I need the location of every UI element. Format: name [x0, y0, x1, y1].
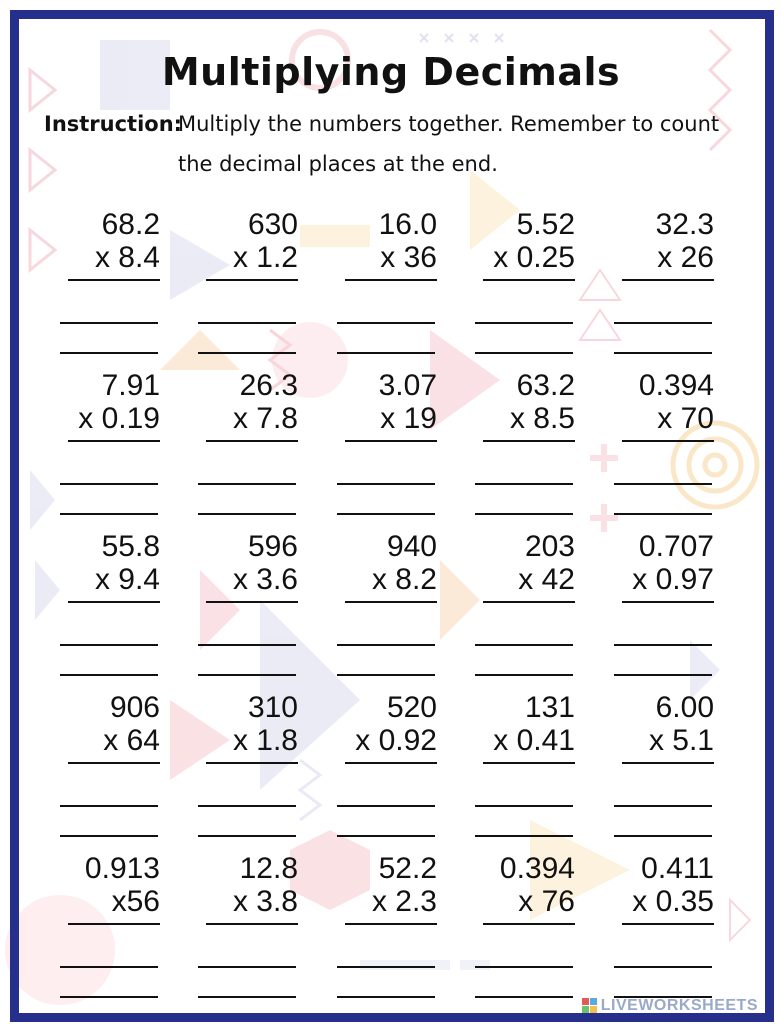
answer-line[interactable]	[198, 322, 296, 324]
multiplicand: 32.3	[655, 208, 714, 241]
product-rule	[622, 279, 714, 281]
answer-line[interactable]	[60, 513, 158, 515]
multiplicand: 68.2	[101, 208, 160, 241]
product-rule	[483, 601, 575, 603]
multiplier: x 36	[380, 241, 437, 274]
answer-line[interactable]	[60, 966, 158, 968]
multiplier: x 7.8	[232, 402, 298, 435]
product-rule	[206, 601, 298, 603]
answer-line[interactable]	[198, 352, 296, 354]
problem-item	[60, 853, 160, 1003]
multiplicand: 0.707	[638, 530, 714, 563]
answer-line[interactable]	[60, 483, 158, 485]
product-rule	[206, 762, 298, 764]
answer-line[interactable]	[60, 644, 158, 646]
multiplier: x56	[111, 885, 160, 918]
product-rule	[345, 762, 437, 764]
liveworksheets-logo-icon	[582, 998, 598, 1014]
multiplicand: 63.2	[516, 369, 575, 402]
multiplicand: 596	[247, 530, 298, 563]
multiplicand: 3.07	[378, 369, 437, 402]
multiplier: x 0.92	[355, 724, 437, 757]
multiplicand: 940	[386, 530, 437, 563]
answer-line[interactable]	[614, 322, 712, 324]
multiplicand: 6.00	[655, 691, 714, 724]
product-rule	[68, 923, 160, 925]
problem-item	[198, 692, 298, 842]
multiplier: x 1.2	[232, 241, 298, 274]
problem-item	[614, 209, 714, 359]
multiplier: x 0.97	[632, 563, 714, 596]
product-rule	[206, 440, 298, 442]
multiplicand: 5.52	[516, 208, 575, 241]
problem-item	[337, 853, 437, 1003]
problem-item	[475, 370, 575, 520]
multiplier: x 64	[103, 724, 160, 757]
answer-line[interactable]	[614, 835, 712, 837]
answer-line[interactable]	[475, 513, 573, 515]
multiplicand: 7.91	[101, 369, 160, 402]
multiplier: x 70	[657, 402, 714, 435]
answer-line[interactable]	[475, 483, 573, 485]
answer-line[interactable]	[60, 996, 158, 998]
multiplicand: 0.411	[641, 852, 714, 885]
multiplicand: 0.913	[84, 852, 160, 885]
answer-line[interactable]	[614, 352, 712, 354]
product-rule	[483, 923, 575, 925]
multiplicand: 630	[247, 208, 298, 241]
multiplier: x 5.1	[648, 724, 714, 757]
product-rule	[622, 601, 714, 603]
product-rule	[483, 279, 575, 281]
problem-item	[475, 209, 575, 359]
product-rule	[622, 923, 714, 925]
multiplier: x 8.4	[94, 241, 160, 274]
product-rule	[206, 279, 298, 281]
answer-line[interactable]	[337, 674, 435, 676]
multiplier: x 9.4	[94, 563, 160, 596]
multiplier: x 3.8	[232, 885, 298, 918]
multiplier: x 0.19	[78, 402, 160, 435]
answer-line[interactable]	[60, 805, 158, 807]
answer-line[interactable]	[337, 835, 435, 837]
problem-item	[337, 692, 437, 842]
multiplicand: 26.3	[239, 369, 298, 402]
answer-line[interactable]	[475, 674, 573, 676]
problem-item	[614, 531, 714, 681]
problem-item	[60, 209, 160, 359]
product-rule	[345, 279, 437, 281]
problem-item	[337, 209, 437, 359]
multiplicand: 52.2	[378, 852, 437, 885]
answer-line[interactable]	[198, 835, 296, 837]
multiplicand: 0.394	[638, 369, 714, 402]
multiplier: x 8.2	[371, 563, 437, 596]
answer-line[interactable]	[475, 352, 573, 354]
multiplier: x 8.5	[509, 402, 575, 435]
answer-line[interactable]	[614, 805, 712, 807]
answer-line[interactable]	[614, 644, 712, 646]
product-rule	[483, 440, 575, 442]
answer-line[interactable]	[475, 322, 573, 324]
problem-item	[198, 370, 298, 520]
multiplicand: 906	[109, 691, 160, 724]
answer-line[interactable]	[198, 966, 296, 968]
answer-line[interactable]	[337, 966, 435, 968]
answer-line[interactable]	[337, 513, 435, 515]
answer-line[interactable]	[614, 483, 712, 485]
watermark-logo	[582, 996, 758, 1016]
problem-item	[198, 531, 298, 681]
multiplier: x 1.8	[232, 724, 298, 757]
multiplier: x 42	[518, 563, 575, 596]
multiplicand: 12.8	[239, 852, 298, 885]
answer-line[interactable]	[198, 483, 296, 485]
answer-line[interactable]	[475, 966, 573, 968]
multiplicand: 16.0	[378, 208, 437, 241]
answer-line[interactable]	[198, 996, 296, 998]
answer-line[interactable]	[60, 322, 158, 324]
answer-line[interactable]	[337, 996, 435, 998]
answer-line[interactable]	[60, 674, 158, 676]
problem-item	[337, 370, 437, 520]
problem-item	[475, 692, 575, 842]
answer-line[interactable]	[198, 513, 296, 515]
multiplier: x 26	[657, 241, 714, 274]
product-rule	[622, 762, 714, 764]
product-rule	[68, 601, 160, 603]
product-rule	[345, 601, 437, 603]
answer-line[interactable]	[337, 805, 435, 807]
problem-item	[475, 531, 575, 681]
problem-item	[614, 370, 714, 520]
answer-line[interactable]	[60, 352, 158, 354]
multiplier: x 3.6	[232, 563, 298, 596]
answer-line[interactable]	[614, 674, 712, 676]
multiplicand: 203	[524, 530, 575, 563]
problem-item	[60, 370, 160, 520]
multiplicand: 55.8	[101, 530, 160, 563]
problem-item	[60, 692, 160, 842]
product-rule	[68, 762, 160, 764]
product-rule	[68, 440, 160, 442]
answer-line[interactable]	[337, 483, 435, 485]
multiplicand: 0.394	[499, 852, 575, 885]
problem-item	[198, 853, 298, 1003]
instruction-label: Instruction:	[44, 112, 183, 136]
answer-line[interactable]	[614, 513, 712, 515]
answer-line[interactable]	[337, 322, 435, 324]
answer-line[interactable]	[614, 966, 712, 968]
answer-line[interactable]	[198, 805, 296, 807]
multiplicand: 131	[524, 691, 575, 724]
answer-line[interactable]	[475, 805, 573, 807]
product-rule	[345, 440, 437, 442]
problem-item	[614, 692, 714, 842]
answer-line[interactable]	[198, 674, 296, 676]
multiplicand: 310	[247, 691, 298, 724]
multiplier: x 19	[380, 402, 437, 435]
product-rule	[622, 440, 714, 442]
multiplier: x 0.25	[493, 241, 575, 274]
product-rule	[206, 923, 298, 925]
watermark-text: LIVEWORKSHEETS	[600, 997, 758, 1014]
answer-line[interactable]	[60, 835, 158, 837]
problem-item	[614, 853, 714, 1003]
product-rule	[483, 762, 575, 764]
problem-item	[198, 209, 298, 359]
multiplier: x 2.3	[371, 885, 437, 918]
multiplicand: 520	[386, 691, 437, 724]
answer-line[interactable]	[475, 835, 573, 837]
answer-line[interactable]	[198, 644, 296, 646]
problem-item	[337, 531, 437, 681]
multiplier: x 76	[518, 885, 575, 918]
answer-line[interactable]	[475, 996, 573, 998]
multiplier: x 0.35	[632, 885, 714, 918]
answer-line[interactable]	[337, 352, 435, 354]
page-title: Multiplying Decimals	[161, 50, 621, 94]
problem-item	[475, 853, 575, 1003]
product-rule	[68, 279, 160, 281]
instruction-text: Multiply the numbers together. Remember to count the decimal places at the end.	[178, 112, 720, 176]
product-rule	[345, 923, 437, 925]
answer-line[interactable]	[475, 644, 573, 646]
problem-item	[60, 531, 160, 681]
multiplier: x 0.41	[493, 724, 575, 757]
answer-line[interactable]	[337, 644, 435, 646]
